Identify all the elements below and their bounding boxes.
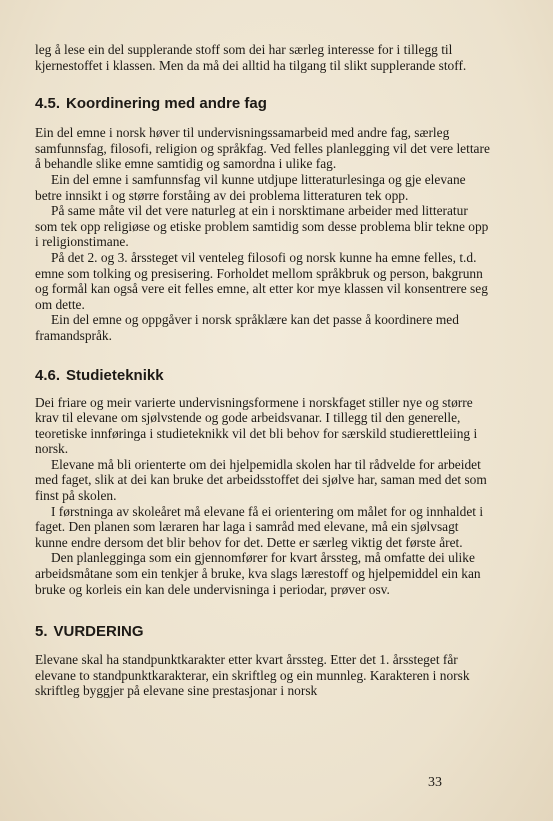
section-heading-4-5 — [35, 95, 490, 113]
section-heading-5 — [35, 623, 490, 641]
paragraph: Dei friare og meir varierte undervisningsformene i norskfaget stiller nye og større krav til elevane om sjølvstende og gode arbeidsvanar. I tillegg til den generelle, teoretiske innføringa i studieteknikk vil det bli behov for særskild studierettleiing i norsk. — [35, 394, 478, 457]
section-number: 4.5. — [35, 95, 61, 113]
section-title: Koordinering med andre fag — [66, 95, 267, 113]
page-number: 33 — [428, 775, 442, 790]
page-content — [35, 42, 490, 699]
section-number: 4.6. — [35, 366, 61, 384]
paragraph: Den planlegginga som ein gjennomfører for kvart årssteg, må omfatte dei ulike arbeidsmåtane som ein tenkjer å bruke, kva slags lærestoff og hjelpemiddel ein kan bruke og korleis ein kan dele undervisninga i periodar, prøver osv. — [35, 550, 481, 597]
paragraph: På same måte vil det vere naturleg at ein i norsktimane arbeider med litteratur som tek opp religiøse og etiske problem samtidig som desse problema blir tekne opp i religionstimane. — [35, 203, 489, 250]
section-title: VURDERING — [53, 623, 144, 641]
paragraph: Ein del emne i samfunnsfag vil kunne utdjupe litteraturlesinga og gje elevane betre innsikt i og større forståing av dei problema litteraturen tek opp. — [35, 171, 466, 203]
section-title: Studieteknikk — [66, 366, 164, 384]
paragraph: Ein del emne i norsk høver til undervisningssamarbeid med andre fag, særleg samfunnsfag, filosofi, religion og språkfag. Ved felles planlegging vil det vere lettare å behandle slike emne samtidig og samordna i ulike fag. — [35, 125, 490, 172]
paragraph: Elevane skal ha standpunktkarakter etter kvart årssteg. Etter det 1. årssteget får elevane to standpunktkarakterar, ein skriftleg og ein munnleg. Karakteren i norsk skriftleg byggjer på elevane sine prestasjonar i norsk — [35, 652, 470, 699]
paragraph: Elevane må bli orienterte om dei hjelpemidla skolen har til rådvelde for arbeidet med faget, slik at dei kan bruke det arbeidsstoffet dei sjølve har, saman med det som finst på skolen. — [35, 456, 487, 504]
section-number: 5. — [35, 623, 48, 641]
intro-paragraph: leg å lese ein del supplerande stoff som dei har særleg interesse for i tillegg til kjernestoffet i klassen. Men da må dei alltid ha tilgang til slikt supplerande stoff. — [35, 42, 467, 73]
paragraph: Ein del emne og oppgåver i norsk språklære kan det passe å koordinere med framandspråk. — [35, 312, 459, 343]
paragraph: På det 2. og 3. årssteget vil venteleg filosofi og norsk kunne ha emne felles, t.d. emne som tolking og presisering. Forholdet mellom språkbruk og person, bakgrunn og formål kan også vere eit felles emne, alt etter kor mye klassen vil konsentrere seg om dette. — [35, 249, 488, 312]
paragraph: I førstninga av skoleåret må elevane få ei orientering om målet for og innhaldet i faget. Den planen som læraren har laga i samråd med elevane, må ein sjølvsagt kunne endre dersom det blir behov for det. Dette er særleg viktig det første året. — [35, 503, 484, 550]
section-heading-4-6 — [35, 367, 490, 385]
